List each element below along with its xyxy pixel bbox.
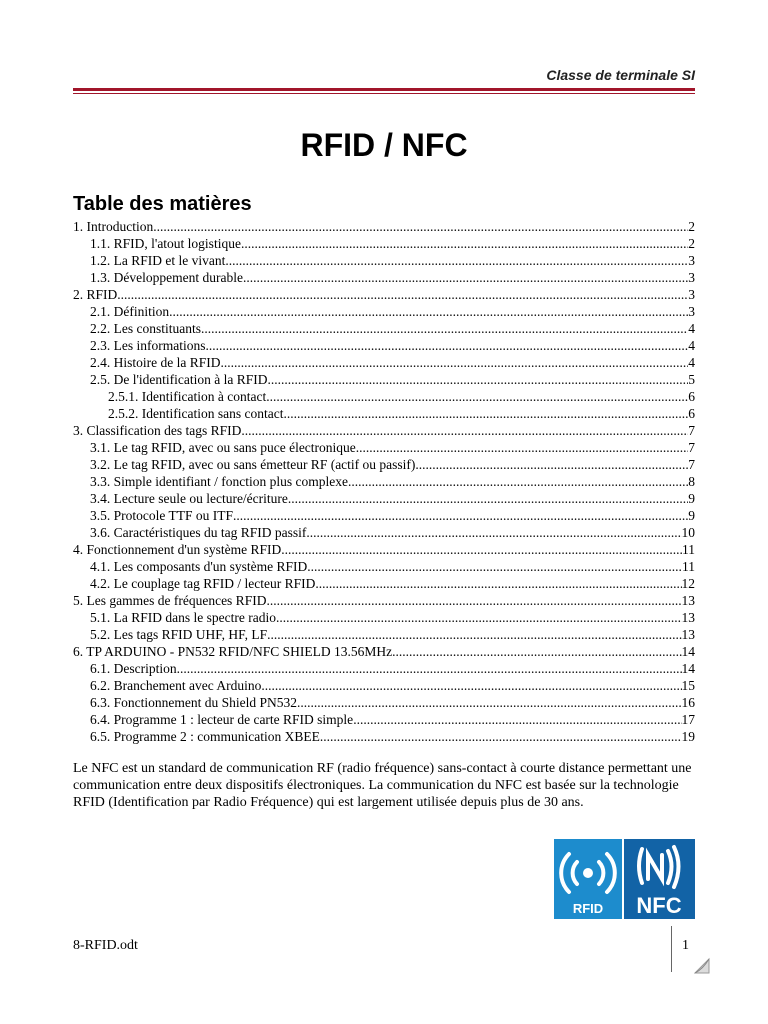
toc-entry-label: 5.1. La RFID dans le spectre radio <box>90 610 276 625</box>
toc-entry[interactable] <box>73 303 695 320</box>
toc-entry-page: 2 <box>688 219 695 234</box>
toc-entry-label: 6. TP ARDUINO - PN532 RFID/NFC SHIELD 13.56MHz <box>73 644 393 659</box>
toc-entry[interactable] <box>73 694 695 711</box>
toc-entry-label: 3.6. Caractéristiques du tag RFID passif <box>90 525 307 540</box>
toc-entry-page: 7 <box>688 423 695 438</box>
toc-entry[interactable] <box>73 609 695 626</box>
nfc-logo-label: NFC <box>636 893 682 918</box>
footer-page-number: 1 <box>682 938 689 953</box>
toc-dot-leader <box>266 592 681 609</box>
toc-entry[interactable] <box>73 575 695 592</box>
toc-dot-leader <box>288 490 688 507</box>
toc-entry-page: 8 <box>688 474 695 489</box>
toc-entry-label: 1.1. RFID, l'atout logistique <box>90 236 241 251</box>
toc-entry-page: 4 <box>688 338 695 353</box>
toc-entry[interactable] <box>73 405 695 422</box>
toc-dot-leader <box>283 405 688 422</box>
toc-entry-label: 6.5. Programme 2 : communication XBEE <box>90 729 320 744</box>
toc-entry-page: 3 <box>688 253 695 268</box>
toc-entry-page: 17 <box>681 712 695 727</box>
toc-entry-page: 3 <box>688 270 695 285</box>
toc-entry-label: 5. Les gammes de fréquences RFID <box>73 593 267 608</box>
toc-entry-page: 6 <box>688 406 695 421</box>
toc-entry-label: 2.3. Les informations <box>90 338 206 353</box>
toc-entry-label: 2. RFID <box>73 287 118 302</box>
toc-dot-leader <box>276 609 682 626</box>
toc-dot-leader <box>177 660 682 677</box>
toc-entry-page: 4 <box>688 321 695 336</box>
toc-entry[interactable] <box>73 269 695 286</box>
toc-dot-leader <box>307 558 682 575</box>
toc-entry-page: 7 <box>688 440 695 455</box>
toc-entry[interactable] <box>73 592 695 609</box>
intro-paragraph: Le NFC est un standard de communication RF (radio fréquence) sans-contact à courte distance permettant une communication entre deux dispositifs électroniques. La communication du NFC est basée sur la technologie RFID (Identification par Radio Fréquence) qui est largement utilisée depuis plus de 30 ans. <box>73 761 692 810</box>
toc-dot-leader <box>297 694 682 711</box>
toc-dot-leader <box>268 371 689 388</box>
header-rule-thin <box>73 93 695 94</box>
toc-entry-page: 3 <box>688 304 695 319</box>
toc-dot-leader <box>320 728 682 745</box>
toc-dot-leader <box>306 524 681 541</box>
toc-entry-page: 9 <box>688 508 695 523</box>
document-title: RFID / NFC <box>300 127 468 163</box>
toc-entry-label: 5.2. Les tags RFID UHF, HF, LF <box>90 627 268 642</box>
toc-entry[interactable] <box>73 320 695 337</box>
header-rule-thick <box>73 88 695 91</box>
toc-entry-page: 13 <box>681 627 695 642</box>
toc-dot-leader <box>348 473 688 490</box>
toc-entry[interactable] <box>73 218 695 235</box>
toc-entry-page: 10 <box>681 525 695 540</box>
toc-dot-leader <box>267 626 681 643</box>
toc-dot-leader <box>205 337 688 354</box>
toc-entry-page: 2 <box>688 236 695 251</box>
toc-entry-label: 2.4. Histoire de la RFID <box>90 355 221 370</box>
toc-entry[interactable] <box>73 439 695 456</box>
toc-entry-page: 15 <box>681 678 695 693</box>
toc-dot-leader <box>392 643 681 660</box>
toc-entry-page: 9 <box>688 491 695 506</box>
toc-dot-leader <box>243 269 688 286</box>
toc-dot-leader <box>201 320 688 337</box>
toc-entry-page: 6 <box>688 389 695 404</box>
toc-entry[interactable] <box>73 456 695 473</box>
toc-dot-leader <box>266 388 688 405</box>
toc-entry-page: 11 <box>682 559 695 574</box>
toc-entry-label: 4.1. Les composants d'un système RFID <box>90 559 308 574</box>
toc-entry-label: 2.5. De l'identification à la RFID <box>90 372 268 387</box>
toc-entry-page: 16 <box>681 695 695 710</box>
toc-entry[interactable] <box>73 473 695 490</box>
toc-dot-leader <box>353 711 681 728</box>
toc-dot-leader <box>153 218 688 235</box>
toc-entry[interactable] <box>73 728 695 745</box>
toc-entry-label: 3.2. Le tag RFID, avec ou sans émetteur RF (actif ou passif) <box>90 457 416 472</box>
toc-entry-page: 5 <box>688 372 695 387</box>
toc-entry-label: 1.2. La RFID et le vivant <box>90 253 226 268</box>
toc-entry[interactable] <box>73 235 695 252</box>
rfid-logo-label: RFID <box>572 901 604 916</box>
toc-entry-page: 13 <box>681 610 695 625</box>
toc-entry-label: 2.5.2. Identification sans contact <box>108 406 284 421</box>
running-header: Classe de terminale SI <box>546 67 695 83</box>
toc-entry-page: 7 <box>688 457 695 472</box>
toc-dot-leader <box>117 286 688 303</box>
toc-entry-page: 4 <box>688 355 695 370</box>
toc-dot-leader <box>415 456 688 473</box>
toc-entry[interactable] <box>73 524 695 541</box>
toc-entry-label: 6.3. Fonctionnement du Shield PN532 <box>90 695 297 710</box>
toc-entry-label: 2.5.1. Identification à contact <box>108 389 267 404</box>
toc-entry[interactable] <box>73 558 695 575</box>
toc-dot-leader <box>169 303 688 320</box>
toc-entry-page: 3 <box>688 287 695 302</box>
toc-entry-page: 14 <box>681 644 695 659</box>
footer-separator <box>671 926 672 972</box>
toc-dot-leader <box>241 235 688 252</box>
toc-entry-page: 12 <box>681 576 695 591</box>
toc-entry-label: 6.1. Description <box>90 661 177 676</box>
toc-entry[interactable] <box>73 422 695 439</box>
toc-entry-page: 11 <box>682 542 695 557</box>
toc-entry[interactable] <box>73 660 695 677</box>
toc-entry[interactable] <box>73 677 695 694</box>
toc-entry[interactable] <box>73 490 695 507</box>
toc-dot-leader <box>233 507 688 524</box>
toc-entry[interactable] <box>73 371 695 388</box>
toc-entry-label: 2.1. Définition <box>90 304 170 319</box>
toc-entry-label: 3. Classification des tags RFID <box>73 423 242 438</box>
toc-entry-label: 1. Introduction <box>73 219 154 234</box>
toc-entry[interactable] <box>73 541 695 558</box>
toc-entry-page: 14 <box>681 661 695 676</box>
toc-entry[interactable] <box>73 388 695 405</box>
toc-entry-page: 19 <box>681 729 695 744</box>
toc-entry-label: 2.2. Les constituants <box>90 321 201 336</box>
table-of-contents <box>73 218 695 745</box>
toc-entry[interactable] <box>73 643 695 660</box>
toc-entry-label: 1.3. Développement durable <box>90 270 243 285</box>
toc-dot-leader <box>261 677 681 694</box>
toc-entry[interactable] <box>73 286 695 303</box>
toc-dot-leader <box>281 541 682 558</box>
toc-entry[interactable] <box>73 252 695 269</box>
toc-dot-leader <box>356 439 688 456</box>
toc-entry[interactable] <box>73 507 695 524</box>
toc-dot-leader <box>315 575 681 592</box>
toc-entry-page: 13 <box>681 593 695 608</box>
toc-entry[interactable] <box>73 626 695 643</box>
toc-heading: Table des matières <box>73 193 252 215</box>
toc-entry[interactable] <box>73 711 695 728</box>
toc-entry-label: 3.4. Lecture seule ou lecture/écriture <box>90 491 288 506</box>
toc-entry-label: 6.4. Programme 1 : lecteur de carte RFID simple <box>90 712 354 727</box>
toc-dot-leader <box>225 252 688 269</box>
toc-entry-label: 3.5. Protocole TTF ou ITF <box>90 508 233 523</box>
toc-dot-leader <box>221 354 689 371</box>
toc-entry[interactable] <box>73 337 695 354</box>
toc-entry-label: 6.2. Branchement avec Arduino <box>90 678 262 693</box>
rfid-nfc-logo <box>554 839 695 919</box>
page-curl-icon <box>694 956 710 974</box>
toc-entry-label: 4.2. Le couplage tag RFID / lecteur RFID <box>90 576 316 591</box>
toc-entry[interactable] <box>73 354 695 371</box>
toc-entry-label: 3.3. Simple identifiant / fonction plus complexe <box>90 474 348 489</box>
toc-dot-leader <box>241 422 688 439</box>
toc-entry-label: 4. Fonctionnement d'un système RFID <box>73 542 282 557</box>
footer-filename: 8-RFID.odt <box>73 938 138 953</box>
toc-entry-label: 3.1. Le tag RFID, avec ou sans puce électronique <box>90 440 356 455</box>
